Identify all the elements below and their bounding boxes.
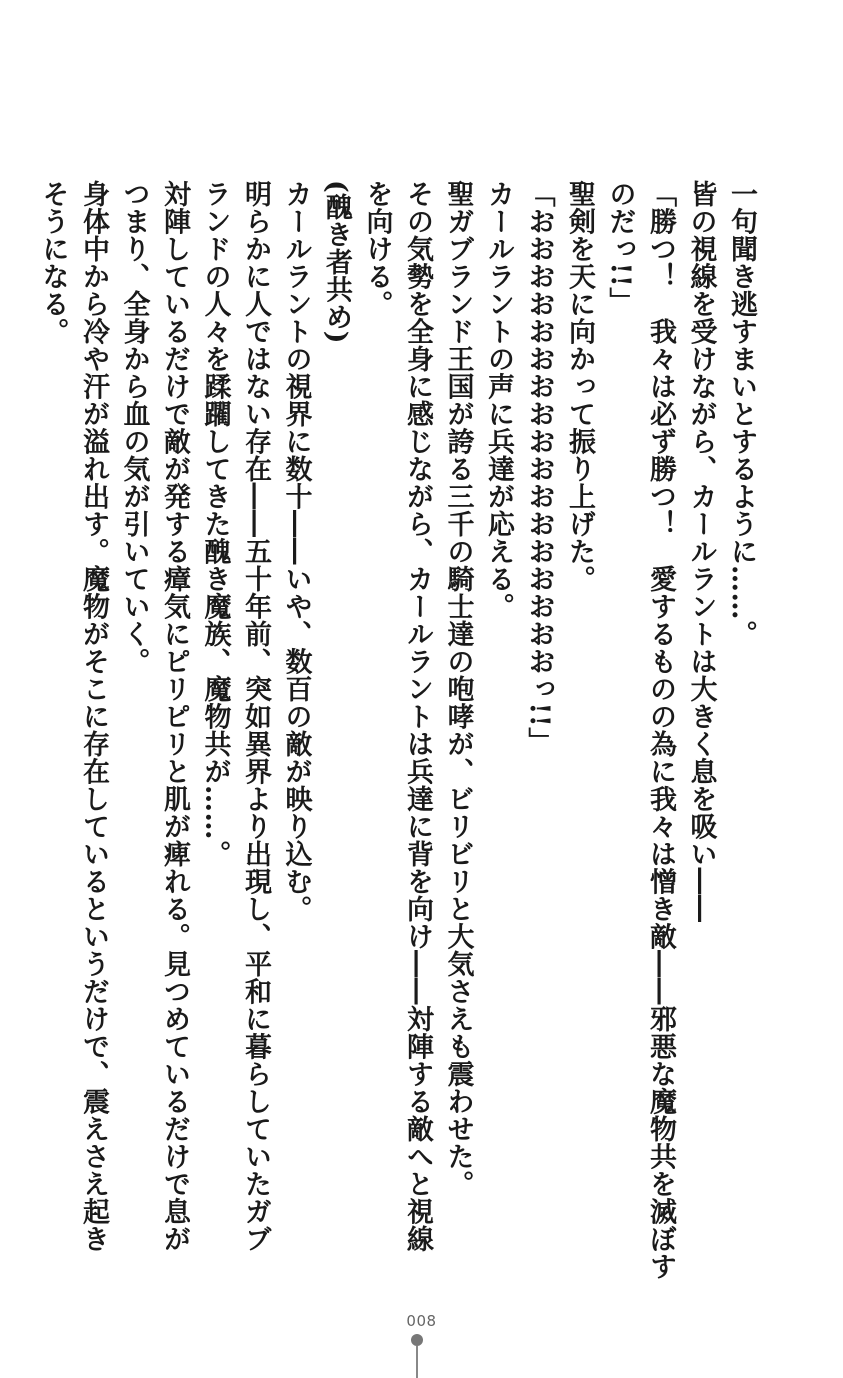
text-line: 「勝つ！ 我々は必ず勝つ！ 愛するものの為に我々は憎き敵――邪悪な魔物共を滅ぼす xyxy=(645,180,676,1280)
text-line: カールラントの声に兵達が応える。 xyxy=(483,180,514,620)
text-line: 聖剣を天に向かって振り上げた。 xyxy=(564,180,595,593)
text-line: を向ける。 xyxy=(361,180,393,318)
text-line: 一句聞き逃すまいとするように……。 xyxy=(726,180,757,648)
page-number: 008 xyxy=(406,1312,437,1330)
text-line: カールラントの視界に数十――いや、数百の敵が映り込む。 xyxy=(280,180,312,923)
text-line: (醜き者共め) xyxy=(321,180,352,345)
text-line: 皆の視線を受けながら、カールラントは大きく息を吸い―― xyxy=(685,180,717,923)
text-line: 「おおおおおおおおおおおおおおおおおっ!!」 xyxy=(523,180,555,755)
text-line: 聖ガブランド王国が誇る三千の騎士達の咆哮が、ビリビリと大気さえも震わせた。 xyxy=(442,180,474,1198)
text-line: その気勢を全身に感じながら、カールラントは兵達に背を向け――対陣する敵へと視線 xyxy=(402,180,433,1253)
text-line: 身体中から冷や汗が溢れ出す。魔物がそこに存在しているというだけで、震えさえ起き xyxy=(78,180,109,1253)
text-line: 対陣しているだけで敵が発する瘴気にピリピリと肌が痺れる。見つめているだけで息が xyxy=(159,180,190,1253)
text-line: ランドの人々を蹂躙してきた醜き魔族、魔物共が……。 xyxy=(199,180,231,868)
text-line: そうになる。 xyxy=(37,180,69,345)
text-line: つまり、全身から血の気が引いていく。 xyxy=(118,180,150,675)
vertical-body-text xyxy=(37,180,761,1280)
text-line: のだっ!!」 xyxy=(604,180,636,315)
folio-dot-ornament xyxy=(411,1334,423,1346)
folio-line-ornament xyxy=(416,1346,418,1378)
text-line: 明らかに人ではない存在――五十年前、突如異界より出現し、平和に暮らしていたガブ xyxy=(240,180,271,1253)
